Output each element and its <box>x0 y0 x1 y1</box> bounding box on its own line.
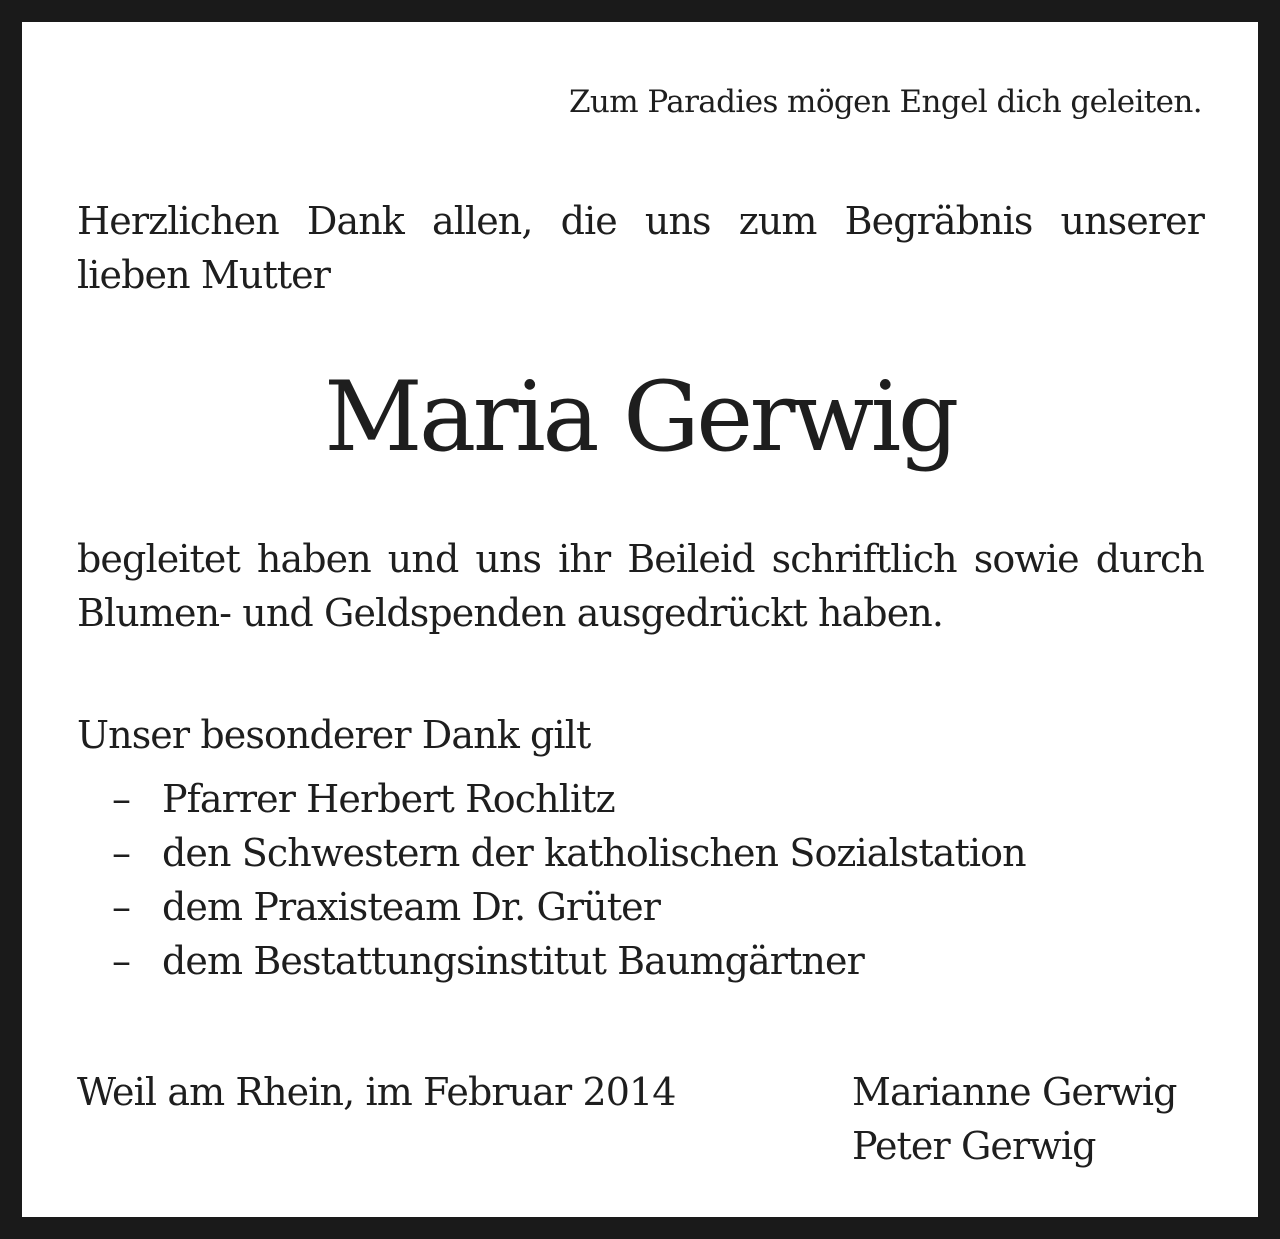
list-item-text: dem Praxisteam Dr. Grüter <box>162 885 660 929</box>
dash-bullet: – <box>112 777 131 821</box>
signature-name: Marianne Gerwig <box>852 1070 1177 1114</box>
body-line: Blumen- und Geldspenden ausgedrückt haben. <box>77 591 944 635</box>
list-item <box>112 880 1026 934</box>
list-item-text: Pfarrer Herbert Rochlitz <box>162 777 615 821</box>
dash-bullet: – <box>112 939 131 983</box>
dash-bullet: – <box>112 831 131 875</box>
dash-bullet: – <box>112 885 131 929</box>
list-item <box>112 934 1026 988</box>
body-text <box>77 532 1204 640</box>
body-line: begleitet haben und uns ihr Beileid schriftlich sowie durch <box>77 537 1204 581</box>
place-date: Weil am Rhein, im Februar 2014 <box>77 1070 676 1114</box>
thanks-heading: Unser besonderer Dank gilt <box>77 713 591 757</box>
epigraph: Zum Paradies mögen Engel dich geleiten. <box>568 84 1202 120</box>
intro-line: Herzlichen Dank allen, die uns zum Begräbnis unserer <box>77 199 1204 243</box>
list-item <box>112 772 1026 826</box>
thanks-list <box>112 772 1026 988</box>
intro-text <box>77 194 1204 302</box>
list-item-text: den Schwestern der katholischen Sozialstation <box>162 831 1026 875</box>
signatures <box>852 1065 1177 1173</box>
signature-name: Peter Gerwig <box>852 1124 1096 1168</box>
obituary-notice <box>22 22 1258 1217</box>
list-item-text: dem Bestattungsinstitut Baumgärtner <box>162 939 864 983</box>
list-item <box>112 826 1026 880</box>
intro-line: lieben Mutter <box>77 253 331 297</box>
deceased-name: Maria Gerwig <box>324 361 956 473</box>
